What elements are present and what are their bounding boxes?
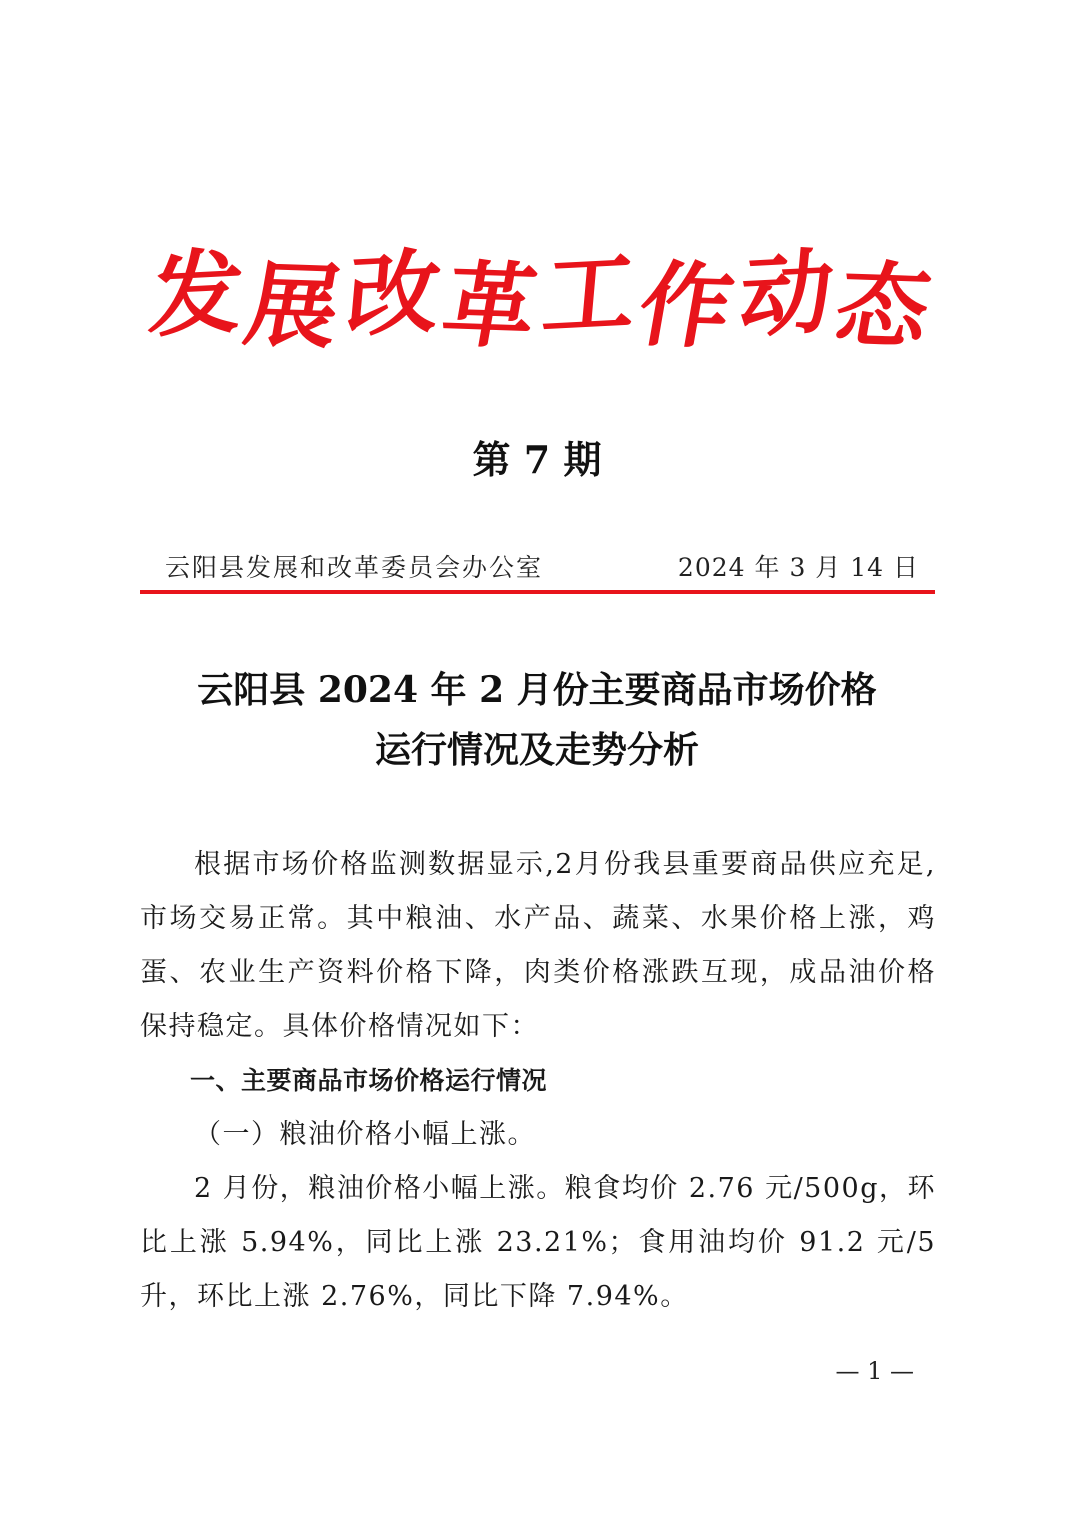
masthead-character: 发	[145, 237, 248, 351]
subsection-heading: （一）粮油价格小幅上涨。	[194, 1119, 536, 1150]
document-title-line-1: 云阳县 2024 年 2 月份主要商品市场价格	[197, 669, 877, 711]
masthead-character: 动	[735, 237, 838, 351]
intro-paragraph: 根据市场价格监测数据显示,2月份我县重要商品供应充足,市场交易正常。其中粮油、水产品、蔬菜、水果价格上涨，鸡蛋、农业生产资料价格下降，肉类价格涨跌互现，成品油价格保持稳定。具体价格情况如下：	[140, 849, 936, 1042]
masthead-character: 工	[538, 237, 641, 351]
document-body	[140, 838, 936, 1324]
red-divider-rule	[140, 590, 935, 594]
section-heading: 一、主要商品市场价格运行情况	[190, 1066, 548, 1095]
masthead-character: 展	[238, 250, 349, 362]
document-title	[0, 660, 1074, 780]
masthead-character: 态	[827, 250, 939, 362]
issuer-name: 云阳县发展和改革委员会办公室	[165, 553, 544, 582]
issue-date: 2024 年 3 月 14 日	[677, 553, 919, 582]
page-number: — 1 —	[835, 1357, 914, 1385]
masthead-character: 改	[342, 237, 445, 351]
masthead-character: 作	[631, 250, 742, 362]
masthead-character: 革	[434, 250, 546, 362]
document-title-line-2: 运行情况及走势分析	[374, 729, 699, 771]
masthead-title	[145, 200, 939, 400]
issue-number: 第 7 期	[472, 437, 602, 482]
document-header	[165, 550, 919, 586]
grain-oil-paragraph: 2 月份，粮油价格小幅上涨。粮食均价 2.76 元/500g，环比上涨 5.94%，同比上涨 23.21%；食用油均价 91.2 元/5 升，环比上涨 2.76%，同比下降 7.94%。	[140, 1173, 936, 1312]
